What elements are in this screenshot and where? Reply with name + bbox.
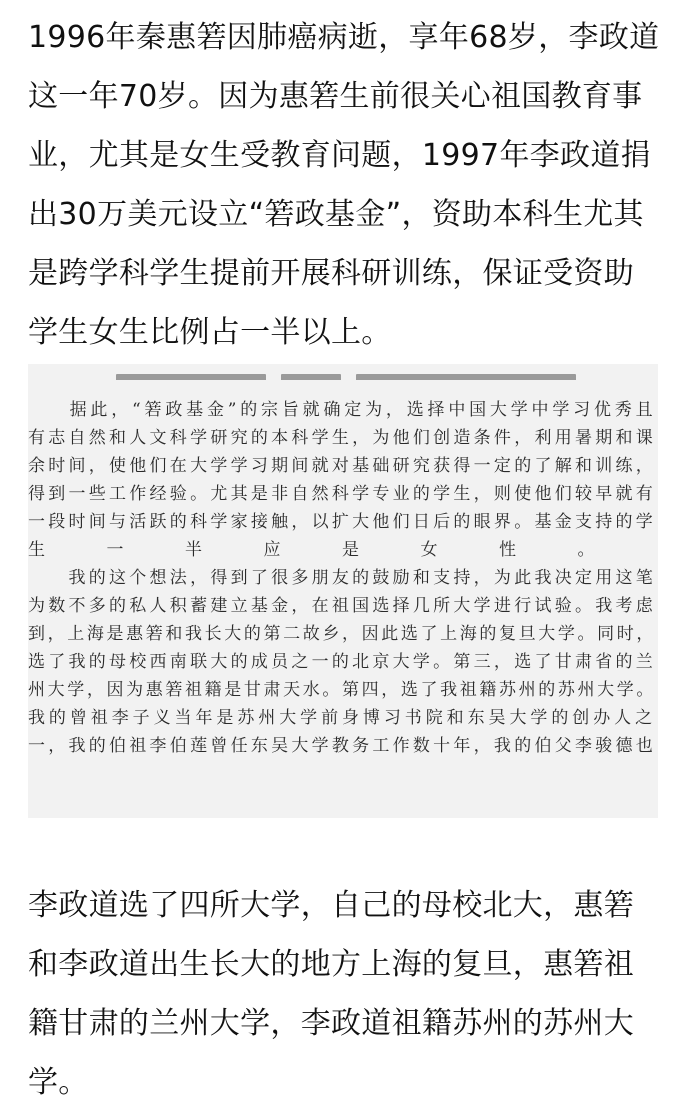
paragraph-intro xyxy=(28,8,668,362)
cropped-top-text-line xyxy=(116,364,576,380)
text-line: 籍甘肃的兰州大学，李政道祖籍苏州的苏州大 xyxy=(28,1006,634,1041)
scan-text-line: 为数不多的私人积蓄建立基金，在祖国选择几所大学进行试验。我考虑 xyxy=(28,596,656,616)
scan-text-line: 有志自然和人文科学研究的本科学生，为他们创造条件，利用暑期和课 xyxy=(28,428,656,448)
scan-text-line: 余时间，使他们在大学学习期间就对基础研究获得一定的了解和训练， xyxy=(28,456,656,476)
scan-text-line: 到，上海是惠箬和我长大的第二故乡，因此选了上海的复旦大学。同时， xyxy=(28,624,656,644)
scan-text-line: 生一半应是女性。 xyxy=(28,540,656,560)
text-line: 李政道选了四所大学，自己的母校北大，惠箬 xyxy=(28,888,634,923)
text-line: 这一年70岁。因为惠箬生前很关心祖国教育事 xyxy=(28,79,643,114)
text-line: 是跨学科学生提前开展科研训练，保证受资助 xyxy=(28,256,634,291)
text-line: 1996年秦惠箬因肺癌病逝，享年68岁，李政道 xyxy=(28,20,660,55)
text-line: 学生女生比例占一半以上。 xyxy=(28,315,392,350)
text-line: 学。 xyxy=(28,1065,89,1100)
text-line: 和李政道出生长大的地方上海的复旦，惠箬祖 xyxy=(28,947,634,982)
scan-text-line: 一段时间与活跃的科学家接触，以扩大他们日后的眼界。基金支持的学 xyxy=(28,512,656,532)
paragraph-conclusion xyxy=(28,876,668,1103)
text-line: 出30万美元设立“箬政基金”，资助本科生尤其 xyxy=(28,197,644,232)
scan-text-line: 选了我的母校西南联大的成员之一的北京大学。第三，选了甘肃省的兰 xyxy=(28,652,656,672)
scan-text-line: 我的曾祖李子义当年是苏州大学前身博习书院和东吴大学的创办人之 xyxy=(28,708,656,728)
scan-text-line: 我的这个想法，得到了很多朋友的鼓励和支持，为此我决定用这笔 xyxy=(28,568,656,588)
scan-text-line: 据此，“箬政基金”的宗旨就确定为，选择中国大学中学习优秀且 xyxy=(28,400,657,420)
scanned-book-page-image xyxy=(28,364,658,818)
scan-text-line: 州大学，因为惠箬祖籍是甘肃天水。第四，选了我祖籍苏州的苏州大学。 xyxy=(28,680,656,700)
scan-text-line: 一，我的伯祖李伯莲曾任东吴大学教务工作数十年，我的伯父李骏德也 xyxy=(28,736,656,756)
text-line: 业，尤其是女生受教育问题，1997年李政道捐 xyxy=(28,138,651,173)
scan-text-line: 得到一些工作经验。尤其是非自然科学专业的学生，则使他们较早就有 xyxy=(28,484,656,504)
